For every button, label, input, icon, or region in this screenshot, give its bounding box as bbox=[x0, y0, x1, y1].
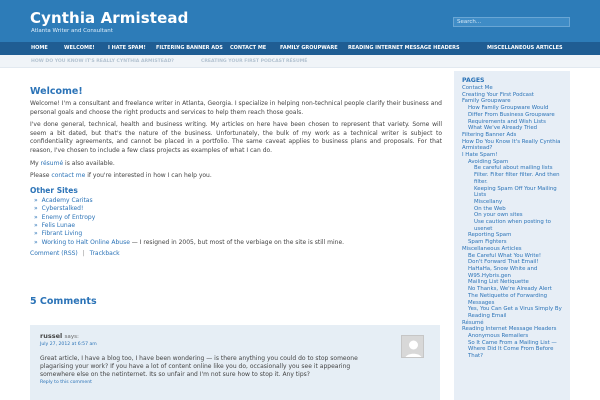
writing-paragraph: I've done general, technical, health and business writing. My articles on here have been chosen to represent that variety. Some will seem a bit dated, but that's the nature of the business. Unfortunately, the bulk of my work as a technical writer is subject to confidentiality agreements, and cannot be placed in a portfolio. The same caveat applies to business plans and proposals. For that reason, I've chosen to include a few class projects as examples of what I can do. bbox=[30, 121, 442, 154]
other-sites-list bbox=[34, 197, 442, 247]
sidebar-item[interactable]: Yes, You Can Get a Virus Simply By Reading Email bbox=[468, 306, 562, 319]
site-link-academy-caritas[interactable]: Academy Caritas bbox=[41, 196, 93, 204]
sidebar-item[interactable]: Keeping Spam Off Your Mailing Lists bbox=[474, 185, 557, 199]
subnav-item-first-podcast[interactable]: CREATING YOUR FIRST PODCAST bbox=[201, 59, 286, 64]
nav-item-contact-me[interactable]: CONTACT ME bbox=[230, 45, 267, 51]
sidebar-item[interactable]: Avoiding Spam bbox=[468, 158, 509, 165]
sidebar-item[interactable]: No Thanks, We're Already Alert bbox=[468, 286, 552, 293]
search-input[interactable]: Search... bbox=[453, 17, 570, 27]
comment-date-link[interactable]: July 27, 2012 at 6:57 am bbox=[40, 342, 97, 347]
resume-paragraph bbox=[30, 160, 442, 169]
sidebar-item[interactable]: I Hate Spam! bbox=[462, 152, 498, 159]
nav-item-misc-articles[interactable]: MISCELLANEOUS ARTICLES bbox=[487, 45, 563, 51]
comment-text: Great article, I have a blog too, I have been wondering — is there anything you could do to stop someone plagarising your work? If you have a lot of content online like you do, occasionally you see it appearing somewhere else on the netinternet. Its so unfair and I'm not sure how to stop it. Any tips? bbox=[40, 355, 358, 378]
sidebar-item[interactable]: Family Groupware bbox=[462, 98, 511, 105]
site-description: Atlanta Writer and Consultant bbox=[31, 28, 113, 34]
nav-item-i-hate-spam[interactable]: I HATE SPAM! bbox=[108, 45, 146, 51]
sidebar-item[interactable]: Filtering Banner Ads bbox=[462, 131, 517, 138]
sidebar-item[interactable]: Be careful about mailing lists bbox=[474, 165, 553, 172]
sidebar-pages bbox=[454, 71, 570, 400]
resume-suffix: is also available. bbox=[63, 159, 115, 167]
resume-prefix: My bbox=[30, 159, 41, 167]
comment-item bbox=[30, 325, 440, 400]
sidebar-item[interactable]: So It Came From a Mailing List — Where Did It Come From Before That? bbox=[468, 339, 557, 360]
sidebar-item[interactable]: HaHaHa, Snow White and W95.Hybris.gen bbox=[468, 265, 538, 279]
sidebar-list bbox=[462, 85, 562, 360]
site-note: — I resigned in 2005, but most of the verbiage on the site is still mine. bbox=[129, 238, 345, 246]
sidebar-item[interactable]: How Do You Know It's Really Cynthia Armistead? bbox=[462, 138, 561, 152]
nav-item-filtering-banner-ads[interactable]: FILTERING BANNER ADS bbox=[156, 45, 223, 51]
nav-item-welcome[interactable]: WELCOME! bbox=[64, 45, 95, 51]
main-content bbox=[30, 86, 442, 257]
main-nav bbox=[0, 42, 600, 55]
list-item bbox=[34, 205, 442, 213]
site-title[interactable]: Cynthia Armistead bbox=[30, 9, 189, 27]
other-sites-heading: Other Sites bbox=[30, 185, 78, 195]
list-item bbox=[34, 197, 442, 205]
nav-item-home[interactable]: HOME bbox=[31, 45, 48, 51]
subnav-item-really-cynthia[interactable]: HOW DO YOU KNOW IT'S REALLY CYNTHIA ARMISTEAD? bbox=[31, 59, 174, 64]
sidebar-item[interactable]: Creating Your First Podcast bbox=[462, 91, 534, 98]
site-link-enemy-of-entropy[interactable]: Enemy of Entropy bbox=[41, 213, 96, 221]
comments-heading: 5 Comments bbox=[30, 296, 97, 307]
site-link-halt-online-abuse[interactable]: Working to Halt Online Abuse bbox=[41, 238, 130, 246]
site-header bbox=[0, 0, 600, 42]
nav-item-family-groupware[interactable]: FAMILY GROUPWARE bbox=[280, 45, 338, 51]
reply-link[interactable]: Reply to this comment bbox=[40, 380, 92, 386]
list-item bbox=[34, 222, 442, 230]
sidebar-item[interactable]: Use caution when posting to usenet bbox=[474, 219, 551, 232]
sub-nav bbox=[0, 55, 600, 68]
avatar-icon bbox=[401, 335, 424, 358]
comment-rss-link[interactable]: Comment (RSS) bbox=[30, 250, 78, 258]
sidebar-title: PAGES bbox=[462, 77, 485, 84]
resume-link[interactable]: résumé bbox=[40, 159, 64, 167]
sidebar-item[interactable]: What We've Already Tried bbox=[468, 125, 538, 132]
list-item bbox=[34, 230, 442, 238]
sidebar-item[interactable]: On your own sites bbox=[474, 212, 523, 219]
sidebar-item[interactable]: How Family Groupware Would Differ From Business Groupware bbox=[468, 105, 555, 118]
sidebar-item[interactable]: On the Web bbox=[474, 205, 506, 212]
comment-author: russel bbox=[40, 332, 63, 340]
comment-author-line bbox=[40, 332, 430, 340]
nav-item-reading-headers[interactable]: READING INTERNET MESSAGE HEADERS bbox=[348, 45, 460, 51]
sidebar-item[interactable]: Miscellany bbox=[474, 198, 503, 205]
subnav-item-resume[interactable]: RÉSUMÉ bbox=[286, 59, 308, 64]
contact-prefix: Please bbox=[30, 172, 52, 180]
site-link-fibrant-living[interactable]: Fibrant Living bbox=[41, 230, 83, 238]
intro-paragraph: Welcome! I'm a consultant and freelance writer in Atlanta, Georgia. I specialize in helping non-technical people clarify their business and personal goals and choose the right products and services to help them reach those goals. bbox=[30, 100, 442, 116]
sidebar-item[interactable]: Contact Me bbox=[462, 85, 493, 91]
sidebar-item[interactable]: Be Careful What You Write! bbox=[468, 252, 542, 259]
sidebar-item[interactable]: Résumé bbox=[462, 319, 484, 326]
sidebar-item[interactable]: Reporting Spam bbox=[468, 232, 512, 239]
sidebar-item[interactable]: Reading Internet Message Headers bbox=[462, 326, 557, 333]
site-link-cyberstalked[interactable]: Cyberstalked! bbox=[41, 205, 84, 213]
contact-suffix: if you're interested in how I can help you. bbox=[85, 172, 212, 180]
sidebar-item[interactable]: Anonymous Remailers bbox=[468, 333, 529, 340]
page-title: Welcome! bbox=[30, 86, 83, 97]
sidebar-item[interactable]: Filter. Filter filter filter. And then filter. bbox=[474, 172, 560, 185]
list-item bbox=[34, 214, 442, 222]
post-meta bbox=[30, 250, 442, 257]
sidebar-item[interactable]: Requirements and Wish Lists bbox=[468, 118, 546, 125]
trackback-link[interactable]: Trackback bbox=[89, 250, 120, 258]
sidebar-item[interactable]: The Netiquette of Forwarding Messages bbox=[468, 292, 548, 306]
list-item bbox=[34, 239, 442, 247]
sidebar-item[interactable]: Mailing List Netiquette bbox=[468, 279, 529, 286]
sidebar-item[interactable]: Don't Forward That Email! bbox=[468, 259, 539, 266]
comment-says: says: bbox=[64, 334, 79, 340]
contact-link[interactable]: contact me bbox=[51, 172, 86, 180]
sidebar-item[interactable]: Miscellaneous Articles bbox=[462, 245, 522, 252]
site-link-felis-lunae[interactable]: Felis Lunae bbox=[41, 221, 76, 229]
contact-paragraph bbox=[30, 172, 442, 181]
sidebar-item[interactable]: Spam Fighters bbox=[468, 239, 507, 246]
meta-separator: | bbox=[82, 250, 85, 258]
